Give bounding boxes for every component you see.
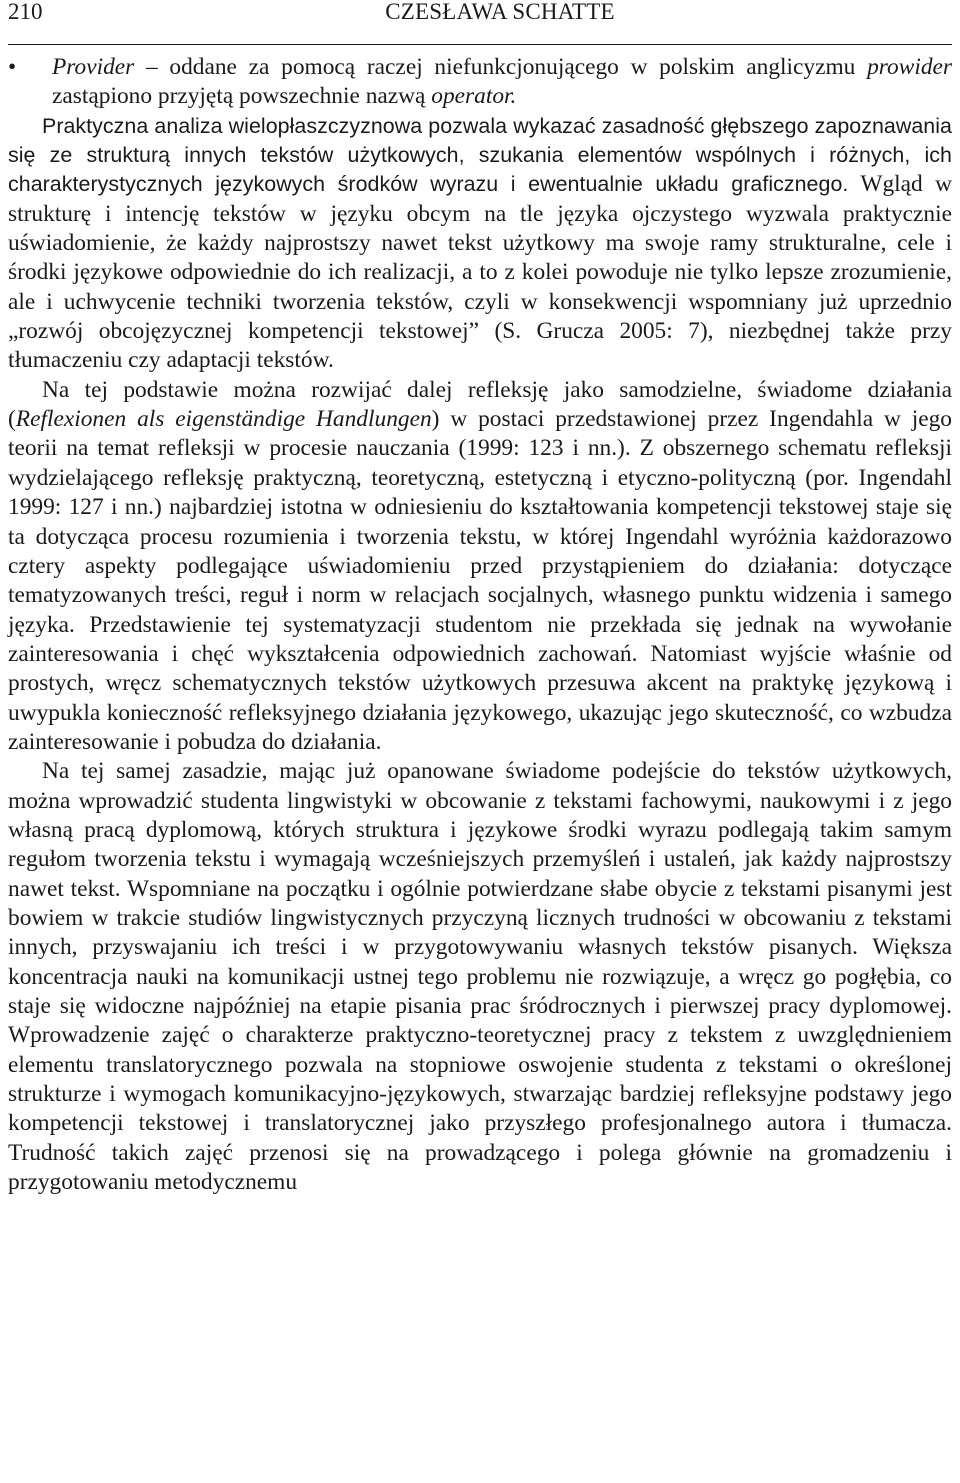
paragraph-2-text-2: ) w postaci przedstawionej przez Ingendahla w jego teorii na temat refleksji w procesie nauczania (1999: 123 i nn.). Z obszernego schematu refleksji wydzielającego refleksję praktyczną, teoretyczną, estetyczną i etyczno-polityczną (por. Ingendahl 1999: 127 i nn.) najbardziej istotna w odniesieniu do kształtowania kompetencji tekstowej staje się ta dotycząca procesu rozumienia i tworzenia tekstu, w której Ingendahl wyróżnia każdorazowo cztery aspekty podlegające uświadomieniu przed przystąpieniem do działania: dotyczące tematyzowanych treści, reguł i norm w relacjach socjalnych, własnego punktu widzenia i samego języka. Przedstawienie tej systematyzacji studentom nie przekłada się jednak na wywołanie zainteresowania i chęć wykształcenia odpowiednich zachowań. Natomiast wyjście właśnie od prostych, wręcz schematycznych tekstów użytkowych przesuwa akcent na praktykę językową i uwypukla konieczność refleksyjnego działania językowego, ukazując jego skuteczność, co wzbudza zainteresowanie i pobudza do działania. [8, 406, 952, 755]
running-head: CZESŁAWA SCHATTE [385, 0, 615, 24]
paragraph-1 [8, 112, 952, 376]
page-number: 210 [8, 0, 43, 24]
paragraph-1-sans-text: Praktyczna analiza wielopłaszczyznowa pozwala wykazać zasadność głębszego zapoznawania się ze strukturą innych tekstów użytkowych, szukania elementów wspólnych i różnych, ich charakterystycznych językowych środków wyrazu i ewentualnie układu graficznego. [8, 113, 952, 197]
bullet-italic-provider: Provider [52, 54, 135, 80]
page-header [8, 0, 952, 45]
body-text [8, 53, 952, 1197]
bullet-text-1: – oddane za pomocą raczej niefunkcjonującego w polskim anglicyzmu [134, 54, 868, 80]
bullet-text [52, 53, 952, 112]
bullet-item [8, 53, 952, 112]
bullet-icon: • [8, 54, 17, 80]
paragraph-2 [8, 376, 952, 757]
paragraph-3: Na tej samej zasadzie, mając już opanowane świadome podejście do tekstów użytkowych, można wprowadzić studenta lingwistyki w obcowanie z tekstami fachowymi, naukowymi i z jego własną pracą dyplomową, których struktura i językowe środki wyrazu podlegają takim samym regułom tworzenia tekstu i wymagają wcześniejszych przemyśleń i ustaleń, jak każdy najprostszy nawet tekst. Wspomniane na początku i ogólnie potwierdzane słabe obycie z tekstami pisanymi jest bowiem w trakcie studiów lingwistycznych przyczyną licznych trudności w obcowaniu z tekstami innych, przyswajaniu ich treści i w przygotowywaniu własnych tekstów pisanych. Większa koncentracja nauki na komunikacji ustnej tego problemu nie rozwiązuje, a wręcz go pogłębia, co staje się widoczne najpóźniej na etapie pisania prac śródrocznych i pierwszej pracy dyplomowej. Wprowadzenie zajęć o charakterze praktyczno-teoretycznej pracy z tekstem z uwzględnieniem elementu translatorycznego pozwala na stopniowe oswojenie studenta z tekstami o określonej strukturze i wymogach komunikacyjno-językowych, stwarzając bardziej refleksyjne podstawy jego kompetencji tekstowej i translatorycznej jako przyszłego profesjonalnego autora i tłumacza. Trudność takich zajęć przenosi się na prowadzącego i polega głównie na gromadzeniu i przygotowaniu metodycznemu [8, 758, 952, 1196]
bullet-italic-operator: operator. [431, 83, 517, 110]
document-page [8, 0, 952, 1197]
bullet-text-2: zastąpiono przyjętą powszechnie nazwą [52, 83, 432, 110]
paragraph-2-text-1: Na tej podstawie można rozwijać dalej refleksję jako samodzielne, świadome działania ( [8, 376, 952, 433]
paragraph-1-serif-text: Wgląd w strukturę i intencję tekstów w języku obcym na tle języka ojczystego wyzwala praktycznie uświadomienie, że każdy najprostszy nawet tekst użytkowy ma swoje ramy strukturalne, cele i środki językowe odpowiednie do ich realizacji, a to z kolei powoduje nie tylko lepsze zrozumienie, ale i uchwycenie techniki tworzenia tekstów, czyli w konsekwencji wspomniany już uprzednio „rozwój obcojęzycznej kompetencji tekstowej” (S. Grucza 2005: 7), niezbędnej także przy tłumaczeniu czy adaptacji tekstów. [8, 171, 953, 374]
bullet-italic-prowider: prowider [867, 54, 952, 80]
paragraph-2-italic: Reflexionen als eigenständige Handlungen [15, 406, 432, 433]
